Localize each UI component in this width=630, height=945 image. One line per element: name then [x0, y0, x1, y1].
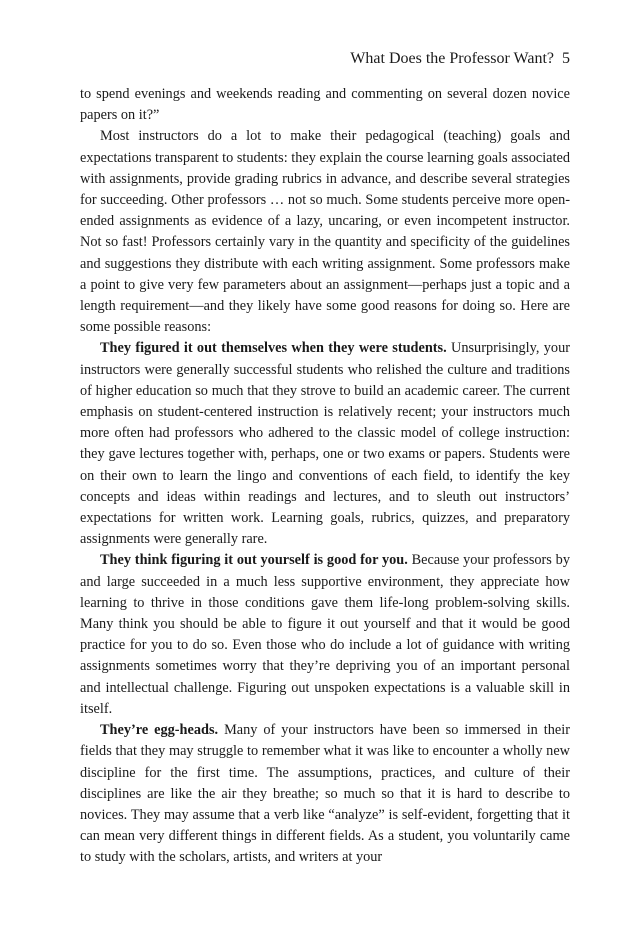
running-header	[80, 48, 570, 70]
paragraph-text: Many of your instructors have been so immersed in their fields that they may struggle to remember what it was like to encounter a wholly new discipline for the first time. The assumptions, practices, and culture of their disciplines are like the air they breathe; so much so that it is hard to describe to novices. They may assume that a verb like “analyze” is self-evident, forgetting that it can mean very different things in different fields. As a student, you voluntarily came to study with the scholars, artists, and writers at your	[80, 722, 570, 866]
paragraph-text: Most instructors do a lot to make their pedagogical (teaching) goals and expectations transparent to students: they explain the course learning goals associated with assignments, provide grading rubrics in advance, and describe several strategies for succeeding. Other professors … not so much. Some students perceive more open-ended assignments as evidence of a lazy, uncaring, or even incompetent instructor. Not so fast! Professors certainly vary in the quantity and specificity of the guidelines and suggestions they distribute with each writing assignment. Some professors make a point to give very few parameters about an assignment—perhaps just a topic and a length requirement—and they likely have some good reasons for doing so. Here are some possible reasons:	[80, 128, 570, 336]
paragraph-text: Unsurprisingly, your instructors were generally successful students who relished the culture and traditions of higher education so much that they strove to build an academic career. The current emphasis on student-centered instruction is relatively recent; your instructors much more often had professors who adhered to the classic model of college instruction: they gave lectures together with, perhaps, one or two exams or papers. Students were on their own to learn the lingo and conventions of each field, to identify the key concepts and ideas within readings and lectures, and to sleuth out instructors’ expectations for written work. Learning goals, rubrics, quizzes, and preparatory assignments were generally rare.	[80, 340, 570, 548]
paragraph-text: Because your professors by and large succeeded in a much less supportive environment, they appreciate how learning to thrive in those conditions gave them life-long problem-solving skills. Many think you should be able to figure it out yourself and that it would be good practice for you to do so. Even those who do include a lot of guidance with writing assignments sometimes worry that they’re depriving you of an important personal and intellectual challenge. Figuring out unspoken expectations is a valuable skill in itself.	[80, 552, 570, 717]
paragraph-intro	[80, 126, 570, 338]
paragraph-reason-egg-heads	[80, 720, 570, 868]
paragraph-reason-students	[80, 338, 570, 550]
paragraph-lead-heading: They’re egg-heads.	[100, 722, 219, 739]
running-header-title: What Does the Professor Want?	[350, 50, 554, 67]
paragraph-continuation	[80, 84, 570, 126]
paragraph-lead-heading: They figured it out themselves when they were students.	[100, 340, 447, 357]
paragraph-lead-heading: They think figuring it out yourself is good for you.	[100, 552, 408, 569]
page-number: 5	[562, 50, 570, 67]
paragraph-reason-good-for-you	[80, 550, 570, 720]
body-text	[80, 84, 570, 869]
book-page	[80, 48, 570, 869]
paragraph-text: to spend evenings and weekends reading and commenting on several dozen novice papers on it?”	[80, 86, 570, 124]
